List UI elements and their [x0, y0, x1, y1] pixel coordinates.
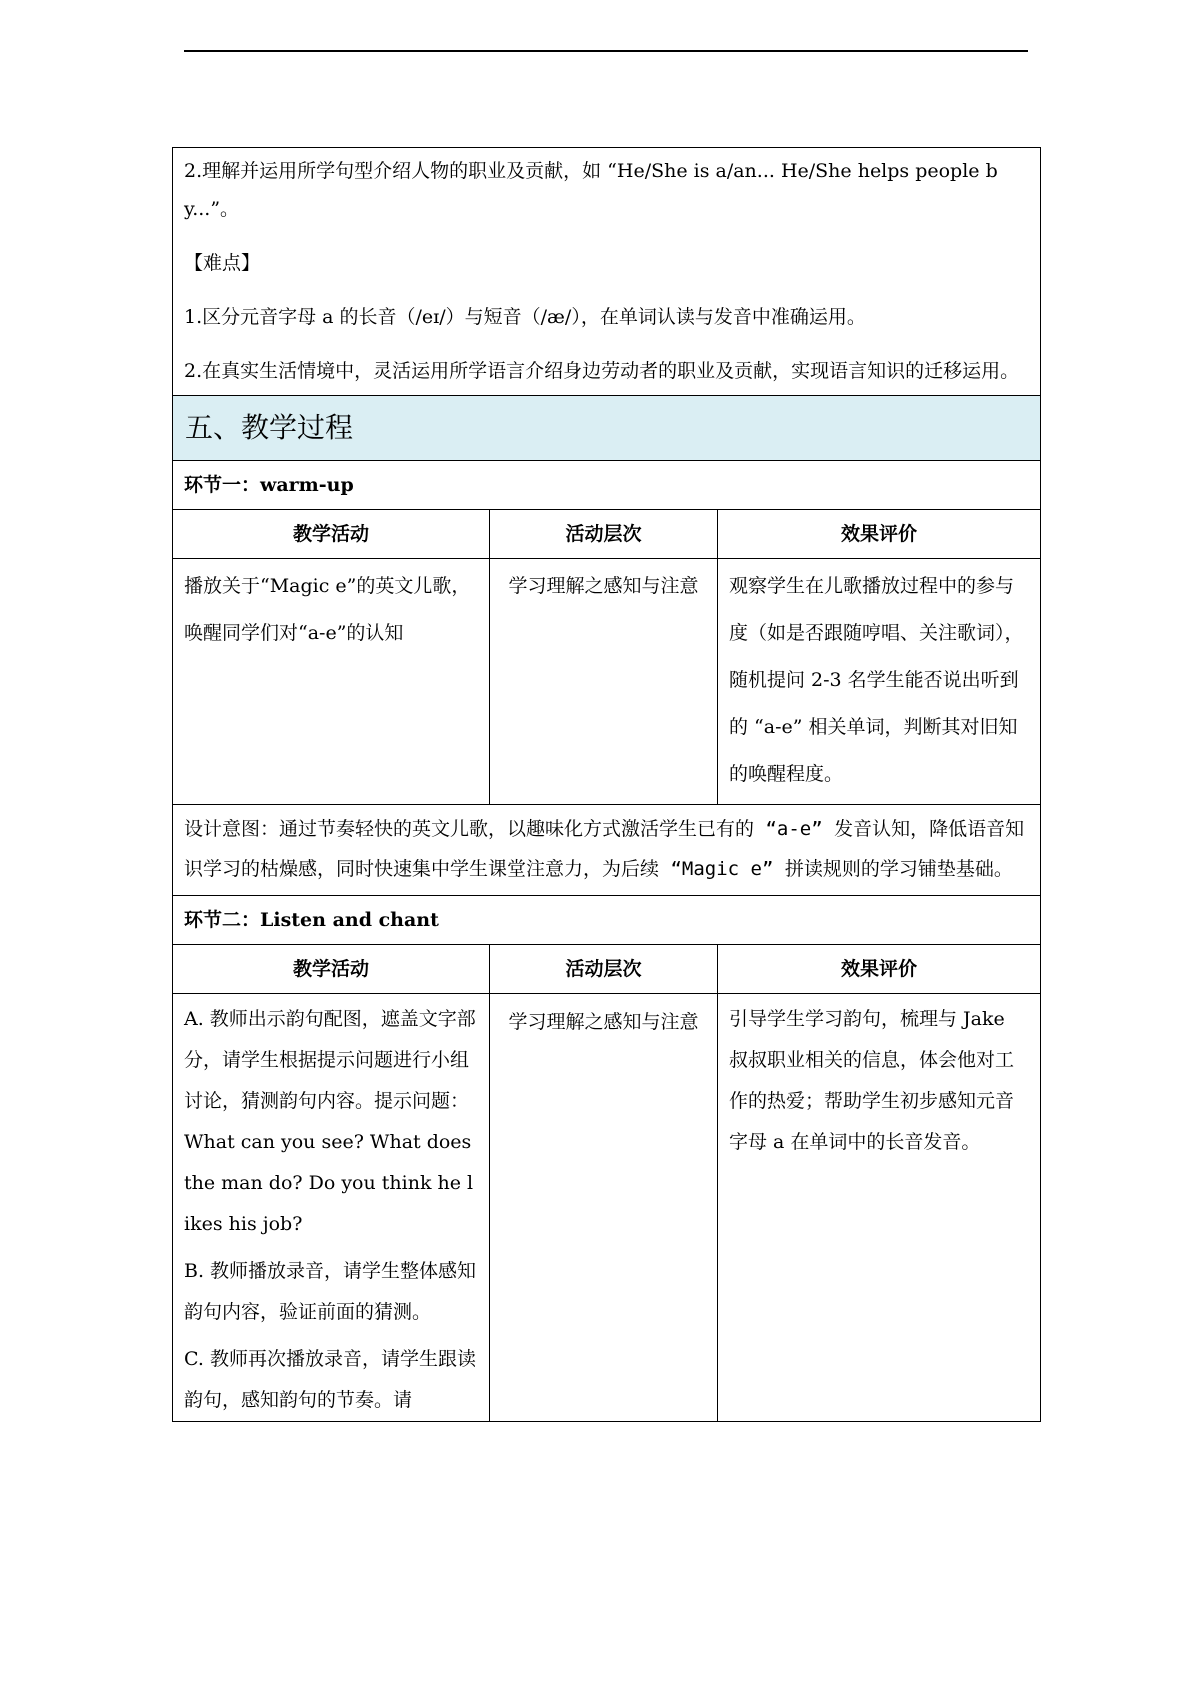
objectives-difficulties-cell — [173, 148, 1041, 396]
difficulty-2: 2.在真实生活情境中，灵活运用所学语言介绍身边劳动者的职业及贡献，实现语言知识的迁移运用。 — [184, 360, 1020, 382]
section-title: 五、教学过程 — [173, 396, 1041, 461]
lesson-plan-table — [172, 147, 1041, 1422]
header-rule — [184, 50, 1028, 52]
difficulties-heading: 【难点】 — [184, 252, 261, 274]
stage-2-header-row — [173, 945, 1041, 994]
header-level: 活动层次 — [490, 945, 718, 994]
stage-1-design-intent: 设计意图：通过节奏轻快的英文儿歌，以趣味化方式激活学生已有的 “a-e” 发音认知，降低语音知识学习的枯燥感，同时快速集中学生课堂注意力，为后续 “Magic e” 拼读规则的学习铺垫基础。 — [173, 805, 1041, 896]
stage-2-title-row — [173, 896, 1041, 945]
stage-2-activity-c: C. 教师再次播放录音，请学生跟读韵句，感知韵句的节奏。请 — [184, 1348, 476, 1411]
section-heading-row — [173, 396, 1041, 461]
focus-point-2: 2.理解并运用所学句型介绍人物的职业及贡献，如 “He/She is a/an... He/She helps people by...”。 — [184, 160, 998, 220]
stage-1-title: 环节一：warm-up — [173, 461, 1041, 510]
stage-2-activity-a: A. 教师出示韵句配图，遮盖文字部分，请学生根据提示问题进行小组讨论，猜测韵句内容。提示问题：What can you see? What does the man do? Do you think he likes his job? — [184, 1008, 476, 1235]
difficulty-1: 1.区分元音字母 a 的长音（/eɪ/）与短音（/æ/），在单词认读与发音中准确运用。 — [184, 306, 866, 328]
header-activity: 教学活动 — [173, 945, 490, 994]
stage-2-level: 学习理解之感知与注意 — [490, 994, 718, 1422]
header-level: 活动层次 — [490, 510, 718, 559]
stage-1-activity-row — [173, 559, 1041, 805]
header-evaluation: 效果评价 — [718, 510, 1041, 559]
stage-1-evaluation: 观察学生在儿歌播放过程中的参与度（如是否跟随哼唱、关注歌词），随机提问 2-3 名学生能否说出听到的 “a-e” 相关单词，判断其对旧知的唤醒程度。 — [718, 559, 1041, 805]
stage-1-header-row — [173, 510, 1041, 559]
header-activity: 教学活动 — [173, 510, 490, 559]
stage-2-title: 环节二：Listen and chant — [173, 896, 1041, 945]
stage-1-title-row — [173, 461, 1041, 510]
stage-1-level: 学习理解之感知与注意 — [490, 559, 718, 805]
header-evaluation: 效果评价 — [718, 945, 1041, 994]
stage-2-evaluation: 引导学生学习韵句，梳理与 Jake 叔叔职业相关的信息，体会他对工作的热爱；帮助学生初步感知元音字母 a 在单词中的长音发音。 — [718, 994, 1041, 1422]
objectives-difficulties-row — [173, 148, 1041, 396]
stage-2-activity-row — [173, 994, 1041, 1422]
stage-1-design-row — [173, 805, 1041, 896]
stage-2-activity-cell — [173, 994, 490, 1422]
stage-2-activity-b: B. 教师播放录音，请学生整体感知韵句内容，验证前面的猜测。 — [184, 1260, 477, 1323]
stage-1-activity: 播放关于“Magic e”的英文儿歌，唤醒同学们对“a-e”的认知 — [173, 559, 490, 805]
